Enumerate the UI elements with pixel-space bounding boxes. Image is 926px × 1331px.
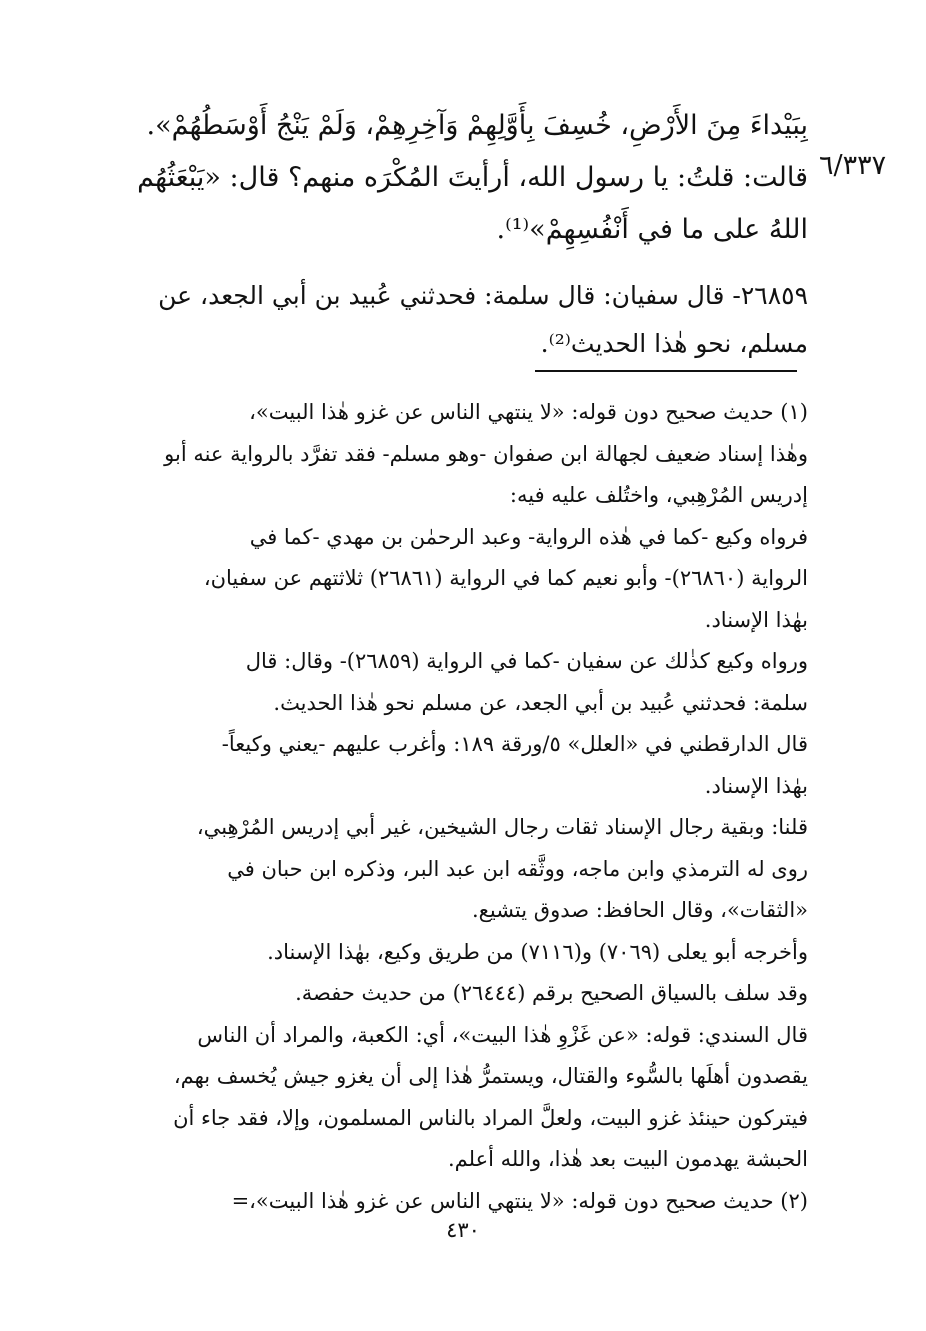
footnote-line: قال السندي: قوله: «عن غَزْوِ هٰذا البيت»، أي: الكعبة، والمراد أن الناس	[197, 1022, 808, 1047]
footnote-line: روى له الترمذي وابن ماجه، ووثَّقه ابن عبد البر، وذكره ابن حبان في	[227, 856, 808, 881]
footnote-line: بهٰذا الإسناد.	[704, 773, 808, 798]
footnote-line: يقصدون أهلَها بالسُّوء والقتال، ويستمرُّ هٰذا إلى أن يغزو جيش يُخسف بهم،	[173, 1064, 808, 1088]
main-text	[96, 100, 808, 256]
footnote-line: سلمة: فحدثني عُبيد بن أبي الجعد، عن مسلم نحو هٰذا الحديث.	[273, 690, 808, 715]
footnote-line: وهٰذا إسناد ضعيف لجهالة ابن صفوان -وهو مسلم- فقد تفرَّد بالرواية عنه أبو	[164, 441, 808, 466]
footnote-line: إدريس المُرْهِبي، واختُلف عليه فيه:	[509, 483, 808, 507]
footnote-line: وأخرجه أبو يعلى (٧٠٦٩) و(٧١١٦) من طريق وكيع، بهٰذا الإسناد.	[267, 939, 808, 964]
footnote-line: (٢) حديث صحيح دون قوله: «لا ينتهي الناس عن غزو هٰذا البيت»،=	[231, 1188, 808, 1213]
hadith-line: مسلم، نحو هٰذا الحديث⁽²⁾.	[540, 329, 808, 358]
hadith-line: ٢٦٨٥٩- قال سفيان: قال سلمة: فحدثني عُبيد بن أبي الجعد، عن	[158, 281, 808, 310]
footnote-line: الرواية (٢٦٨٦٠)- وأبو نعيم كما في الرواية (٢٦٨٦١) ثلاثتهم عن سفيان،	[203, 566, 808, 590]
footnote-line: فرواه وكيع -كما في هٰذه الرواية- وعبد الرحمٰن بن مهدي -كما في	[249, 524, 808, 549]
footnote-line: قلنا: وبقية رجال الإسناد ثقات رجال الشيخين، غير أبي إدريس المُرْهِبي،	[196, 815, 808, 839]
main-text-line: قالت: قلتُ: يا رسول الله، أرأيتَ المُكْرَه منهم؟ قال: «يَبْعَثُهُم	[137, 162, 808, 193]
footnote-line: قال الدارقطني في «العلل» ٥/ورقة ١٨٩: وأغرب عليهم -يعني وكيعاً-	[221, 732, 808, 756]
footnote-line: (١) حديث صحيح دون قوله: «لا ينتهي الناس عن غزو هٰذا البيت»،	[249, 400, 808, 424]
footnote-line: وقد سلف بالسياق الصحيح برقم (٢٦٤٤٤) من حديث حفصة.	[295, 981, 808, 1005]
main-text-line: اللهُ على ما في أَنْفُسِهِمْ»⁽¹⁾.	[496, 214, 808, 245]
footnote-line: «الثقات»، وقال الحافظ: صدوق يتشيع.	[472, 898, 808, 922]
main-text-line: بِبَيْداءَ مِنَ الأَرْضِ، خُسِفَ بِأَوَّلِهِمْ وَآخِرِهِمْ، وَلَمْ يَنْجُ أَوْسَطُهُمْ».	[146, 110, 808, 141]
footnote-line: ورواه وكيع كذٰلك عن سفيان -كما في الرواية (٢٦٨٥٩)- وقال: قال	[245, 649, 808, 673]
margin-volume-page-reference: ٦/٣٣٧	[819, 150, 887, 181]
footnote-line: بهٰذا الإسناد.	[704, 607, 808, 632]
footnotes	[96, 392, 808, 1222]
footnote-separator-rule	[535, 370, 797, 372]
footnote-line: الحبشة يهدمون البيت بعد هٰذا، والله أعلم.	[447, 1147, 808, 1171]
page-number: ٤٣٠	[446, 1218, 480, 1242]
footnote-line: فيتركون حينئذ غزو البيت، ولعلَّ المراد بالناس المسلمون، وإلا، فقد جاء أن	[173, 1105, 808, 1130]
hadith-26859	[96, 272, 808, 368]
